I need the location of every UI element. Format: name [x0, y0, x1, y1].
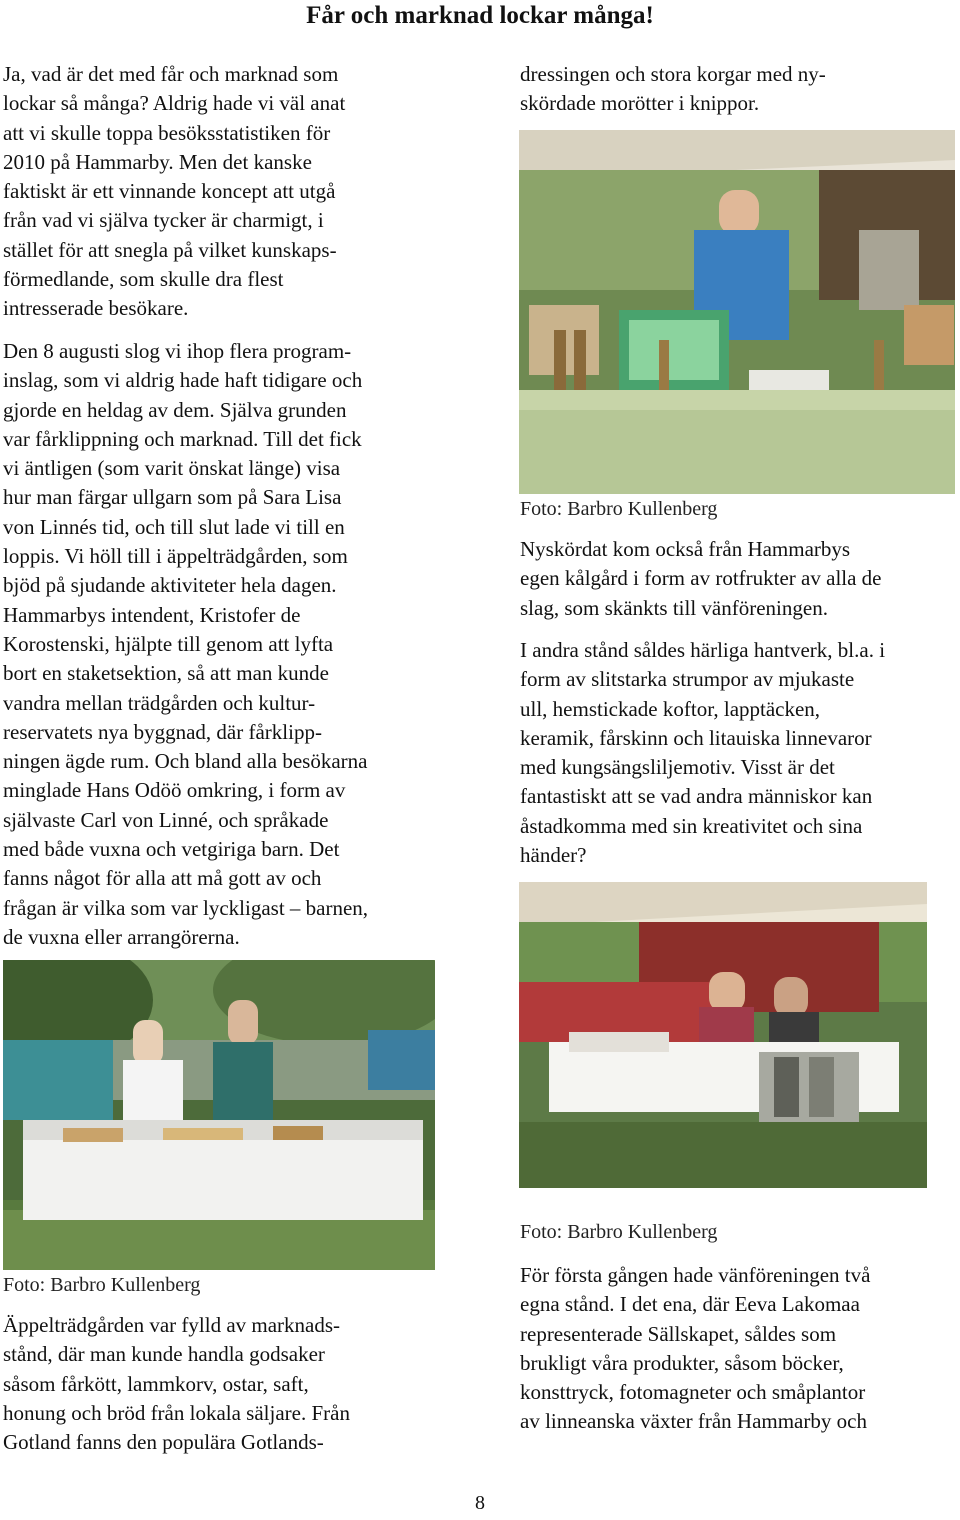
- right-paragraph-1: [520, 60, 826, 119]
- text-line: 2010 på Hammarby. Men det kanske: [3, 149, 312, 174]
- text-line: von Linnés tid, och till slut lade vi till en: [3, 514, 345, 539]
- photo-bottles-stand: [519, 130, 955, 494]
- text-line: slag, som skänkts till vänföreningen.: [520, 595, 828, 620]
- text-line: form av slitstarka strumpor av mjukaste: [520, 667, 855, 692]
- text-line: självaste Carl von Linné, och språkade: [3, 807, 329, 832]
- right-photo-caption-2: Foto: Barbro Kullenberg: [520, 1221, 718, 1243]
- photo-textiles-stand: [519, 882, 927, 1188]
- right-photo-caption-1: Foto: Barbro Kullenberg: [520, 498, 718, 520]
- text-line: av linneanska växter från Hammarby och: [520, 1409, 867, 1434]
- text-line: keramik, fårskinn och litauiska linnevaror: [520, 725, 872, 750]
- right-paragraph-3: [520, 636, 885, 870]
- text-line: Den 8 augusti slog vi ihop flera program-: [3, 339, 352, 363]
- right-paragraph-4: [520, 1261, 870, 1437]
- text-line: konsttryck, fotomagneter och småplantor: [520, 1380, 866, 1405]
- text-line: brukligt våra produkter, såsom böcker,: [520, 1350, 844, 1375]
- text-line: fantastiskt att se vad andra människor kan: [520, 784, 873, 809]
- text-line: händer?: [520, 843, 587, 868]
- text-line: från vad vi själva tycker är charmigt, i: [3, 208, 324, 233]
- text-line: ull, hemstickade koftor, lapptäcken,: [520, 696, 821, 721]
- text-line: vi äntligen (som varit önskat länge) visa: [3, 456, 341, 481]
- text-line: med både vuxna och vetgiriga barn. Det: [3, 837, 340, 862]
- text-line: honung och bröd från lokala säljare. Från: [3, 1400, 350, 1425]
- text-line: Gotland fanns den populära Gotlands-: [3, 1430, 324, 1455]
- text-line: var fårklippning och marknad. Till det fick: [3, 426, 362, 451]
- text-line: stället för att snegla på vilket kunskaps-: [3, 237, 337, 262]
- text-line: inslag, som vi aldrig hade haft tidigare och: [3, 368, 363, 393]
- left-paragraph-1: [3, 60, 345, 324]
- text-line: Äppelträdgården var fylld av marknads-: [3, 1313, 341, 1337]
- text-line: förmedlande, som skulle dra flest: [3, 267, 284, 292]
- left-paragraph-2: [3, 337, 368, 952]
- text-line: hur man färgar ullgarn som på Sara Lisa: [3, 485, 342, 510]
- text-line: stånd, där man kunde handla godsaker: [3, 1342, 325, 1367]
- text-line: gjorde en heldag av dem. Själva grunden: [3, 397, 347, 422]
- text-line: ningen ägde rum. Och bland alla besökarna: [3, 749, 368, 774]
- text-line: bort en staketsektion, så att man kunde: [3, 661, 330, 686]
- page-number: 8: [475, 1492, 485, 1514]
- photo-sheep-products-stand: [3, 960, 435, 1270]
- text-line: Hammarbys intendent, Kristofer de: [3, 602, 301, 627]
- text-line: intresserade besökare.: [3, 296, 189, 321]
- left-photo-caption: Foto: Barbro Kullenberg: [3, 1274, 201, 1296]
- text-line: åstadkomma med sin kreativitet och sina: [520, 813, 863, 838]
- text-line: reservatets nya byggnad, där fårklipp-: [3, 719, 322, 744]
- text-line: egna stånd. I det ena, där Eeva Lakomaa: [520, 1292, 860, 1317]
- text-line: Ja, vad är det med får och marknad som: [3, 62, 339, 86]
- text-line: egen kålgård i form av rotfrukter av alla de: [520, 566, 882, 591]
- page-title: Får och marknad lockar många!: [306, 2, 654, 29]
- text-line: dressingen och stora korgar med ny-: [520, 62, 826, 86]
- text-line: frågan är vilka som var lyckligast – barnen,: [3, 895, 369, 920]
- text-line: skördade morötter i knippor.: [520, 91, 760, 116]
- left-paragraph-3: [3, 1311, 350, 1457]
- text-line: bjöd på sjudande aktiviteter hela dagen.: [3, 573, 337, 598]
- text-line: fanns något för alla att må gott av och: [3, 866, 322, 891]
- text-line: För första gången hade vänföreningen två: [520, 1263, 871, 1287]
- text-line: Korostenski, hjälpte till genom att lyfta: [3, 631, 334, 656]
- text-line: representerade Sällskapet, såldes som: [520, 1321, 837, 1346]
- text-line: minglade Hans Odöö omkring, i form av: [3, 778, 346, 803]
- text-line: faktiskt är ett vinnande koncept att utgå: [3, 179, 336, 204]
- text-line: med kungsängsliljemotiv. Visst är det: [520, 755, 835, 780]
- text-line: såsom fårkött, lammkorv, ostar, saft,: [3, 1371, 309, 1396]
- text-line: I andra stånd såldes härliga hantverk, bl.a. i: [520, 638, 886, 662]
- text-line: vandra mellan trädgården och kultur-: [3, 690, 316, 715]
- text-line: de vuxna eller arrangörerna.: [3, 924, 240, 949]
- text-line: lockar så många? Aldrig hade vi väl anat: [3, 91, 346, 116]
- right-paragraph-2: [520, 535, 882, 623]
- text-line: loppis. Vi höll till i äppelträdgården, som: [3, 544, 348, 569]
- text-line: att vi skulle toppa besöksstatistiken för: [3, 120, 331, 145]
- text-line: Nyskördat kom också från Hammarbys: [520, 537, 851, 561]
